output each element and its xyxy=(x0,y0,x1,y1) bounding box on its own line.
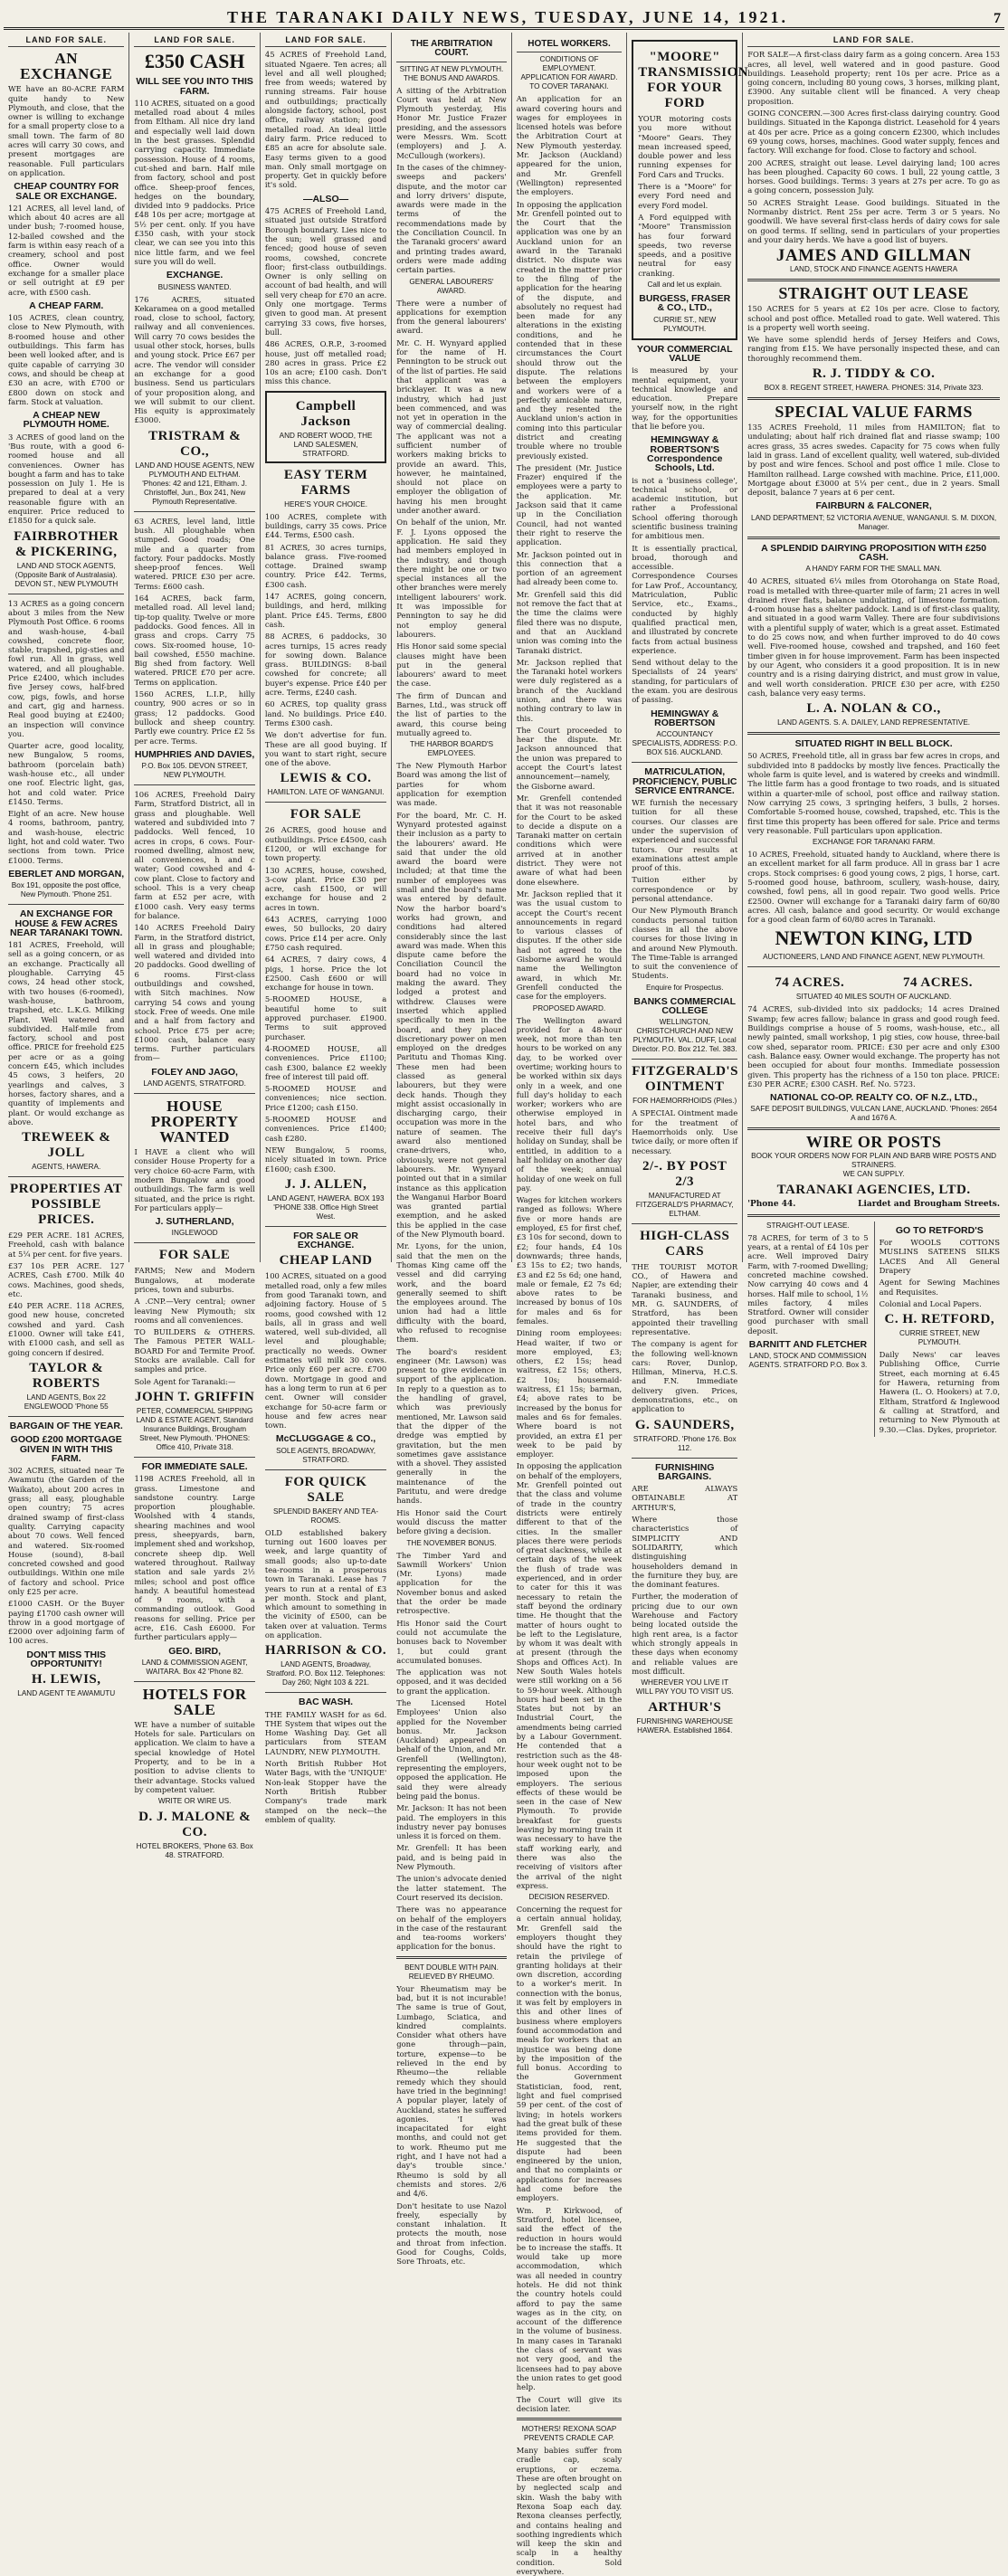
ad-text: 63 ACRES, level land, little bush. All ploughable when stumped. Good roads; One mile and a quarter from factory. Four paddocks. Mostly sheep-proof fences. Well watered. PRICE £30 per acre. Terms: £600 cash. xyxy=(134,516,255,591)
ad-text: Enquire for Prospectus. xyxy=(645,983,724,992)
agent-details: ACCOUNTANCY SPECIALISTS, ADDRESS: P.O. BOX 516. AUCKLAND. xyxy=(632,730,737,757)
agent-name: ARTHUR'S xyxy=(648,1700,722,1716)
masthead xyxy=(4,5,1004,30)
section-header: LAND FOR SALE. xyxy=(134,35,254,47)
column-3 xyxy=(261,33,392,1824)
ad-text: 643 ACRES, carrying 1000 ewes, 50 bullocks, 20 dairy cows. Price £14 per acre. Only £750 cash required. xyxy=(264,915,387,952)
agent-details: HAMILTON. LATE OF WANGANUI. xyxy=(267,788,385,797)
column-6 xyxy=(627,33,749,1735)
ad-heading: 74 ACRES. xyxy=(775,975,845,991)
article-text: The Timber Yard and Sawmill Workers' Union (Mr. Lyons) made application for the November bonus and asked that the order be made retrospective. xyxy=(396,1550,507,1616)
ad-heading: SITUATED RIGHT IN BELL BLOCK. xyxy=(794,738,953,750)
ad-heading: SPECIAL VALUE FARMS xyxy=(775,403,973,422)
agent-details: LAND AGENTS, Box 22 ENGLEWOOD 'Phone 55 xyxy=(24,1393,109,1411)
agent-details: INGLEWOOD xyxy=(171,1229,218,1238)
page-number: 7 xyxy=(994,11,1001,26)
article-text: The board's resident engineer (Mr. Lawson) was present to give evidence in support of the application. In reply to a question as to the handling of gravel, which was previously mentioned, Mr. Lawson said that the dipper of the dredge was emptied by gravitation, but the men sometimes gave assistance with a shovel. They assisted generally in the maintenance of the Paritutu, and were dredge hands. xyxy=(396,1346,507,1506)
ad-subheading: WE CAN SUPPLY. xyxy=(842,1170,905,1179)
ad-text: There is a "Moore" for every Ford need and every Ford model. xyxy=(638,182,732,210)
agent-details: AGENTS, HAWERA. xyxy=(32,1163,101,1172)
ad-text: Where those characteristics of SIMPLICITY AND SOLIDARITY, which distinguishing householders demand in the furniture they buy, are the dominant features. xyxy=(632,1515,738,1590)
agent-name: TREWEEK & JOLL xyxy=(22,1130,111,1161)
ad-text: 106 ACRES, Freehold Dairy Farm, Stratford District, all in grass and ploughable. Well watered and subdivided into 7 paddocks. Well fenced, 10 acres in crops, 6 cows. Four-roomed dwelling, almost new, all conveniences, h and c water; Good cowshed and 4-cow plant. Close to factory and school. This is a very cheap farm at £52 per acre, with £1000 cash. Very easy terms for balance. xyxy=(134,790,255,920)
ad-subheading: GOOD £200 MORTGAGE GIVEN IN WITH THIS FARM. xyxy=(10,1434,122,1464)
ad-text: A SPECIAL Ointment made for the treatment of Haemorrhoids only. Use twice daily, or more often if necessary. xyxy=(632,1108,738,1155)
article-text: Mr. C. H. Wynyard applied for the name of H. Pennington to be struck out of the list of parties. He said that applicant was a bricklayer. It was a new industry, which had just been commenced, and was not yet in operation in the way of commercial dealing. The applicant was not a sufficient number of workers making bricks to provide an award. This, however, he maintained, should not place on employer the obligation of having his men brought under another award. xyxy=(396,337,507,516)
ad-heading: WIRE OR POSTS xyxy=(805,1133,942,1152)
agent-details: LAND AGENT, HAWERA. BOX 193 'PHONE 338. Office High Street West. xyxy=(267,1193,385,1221)
ad-text: 486 ACRES, O.R.P., 3-roomed house, just off metalled road; 280 acres in grass. Price £2 10s an acre; £100 cash. Don't miss this chance. xyxy=(264,339,387,386)
article-text: Mr. Jackson pointed out in this connection that a portion of an agreement had already been come to. xyxy=(516,549,623,587)
article-text: In the cases of the chimney-sweeps and packers' dispute, and the motor car and lorry drivers' dispute, awards were made in the terms of the recommendations made by the Conciliation Council. In the Taranaki grocers' award and printing trades award, orders were made adding certain parties. xyxy=(396,162,507,275)
ad-text: 3 ACRES of good land on the 'Bus route, with a good 6-roomed house and all conveniences. Owner has bought a farm and has to take possession on July 1. He is prepared to deal at a very reasonable figure with an enquirer. Price reduced to £1850 for a quick sale. xyxy=(8,432,125,526)
article-subhead: THE HARBOR BOARD'S EMPLOYEES. xyxy=(409,740,494,758)
ad-subheading: STRAIGHT-OUT LEASE. xyxy=(766,1221,850,1230)
article-text: On behalf of the union, Mr. F. J. Lyons opposed the application. He said they had members employed in the industry, and though there might be one or two special instances all the other branches were merely intelligent labourers' work. It was impossible for Pennington to say he did not employ general labourers. xyxy=(396,518,507,639)
article-text: The New Plymouth Harbor Board was among the list of parties for whom application for exemption was made. xyxy=(396,761,507,808)
section-header: LAND FOR SALE. xyxy=(747,35,1000,47)
agent-name: L. A. NOLAN & CO., xyxy=(806,701,941,717)
ad-heading: MOTHERS! REXONA SOAP PREVENTS CRADLE CAP. xyxy=(521,2425,617,2443)
agent-details: LAND AGENTS, Broadway, Stratford. P.O. Box 112. Telephones: Day 260; Night 103 & 221. xyxy=(266,1660,385,1687)
agent-details: LAND AND HOUSE AGENTS, NEW PLYMOUTH AND ELTHAM. 'Phones: 42 and 121, Eltham. J. Christoffel, Jun., Box 241, New Plymouth Representative. xyxy=(135,461,254,506)
ad-subheading: A HANDY FARM FOR THE SMALL MAN. xyxy=(805,565,942,574)
agent-details: LAND DEPARTMENT; 52 VICTORIA AVENUE, WANGANUI. S. M. DIXON, Manager. xyxy=(751,513,997,531)
agent-name: McCLUGGAGE & CO., xyxy=(275,1433,376,1445)
ad-heading: BAC WASH. xyxy=(299,1697,354,1708)
ad-text: Eight of an acre. New house 4 rooms, bathroom, pantry, and wash-house, electric light, hot and cold water. Two sections from town. Price £1000. Terms. xyxy=(8,809,125,865)
ad-text: FARMS; New and Modern Bungalows, at moderate prices, town and suburbs. xyxy=(134,1266,255,1294)
ad-text: THE FAMILY WASH for as 6d. THE System that wipes out the Home Washing Day. Get all particulars from STEAM LAUNDRY, NEW PLYMOUTH. xyxy=(264,1709,387,1756)
agent-phone: 'Phone 44. xyxy=(747,1200,796,1210)
ad-text: 5-ROOMED HOUSE and conveniences. Price £1400; cash £280. xyxy=(264,1115,387,1143)
article-text: His Honor said the Court would discuss the matter before giving a decision. xyxy=(396,1507,507,1536)
ad-text: 110 ACRES, situated on a good metalled road about 4 miles from Eltham. All nice dry land and especially well laid down in the best grasses. Splendid carrying capacity. Immediate possession. House of 4 rooms, cut-shed and barn. Half mile from factory, school and post office. Sheep-proof fences, hedges on the boundary, divided into 9 paddocks. Price £48 10s per acre; mortgage at 5½ per cent. only. If you have £350 cash, with your stock clear, we can see you into this nice little farm, and we feel sure you will do well. xyxy=(134,98,255,266)
article-text: There were a number of applications for exemption from the general labourers' award. xyxy=(396,298,507,336)
ad-text: Daily News' car leaves Publishing Office, Currie Street, each morning at 6.45 for Hawera, returning from Hawera (L. O. Hookers) at 7.0, Eltham, Stratford & Inglewood & calling at Stratford, and returning to New Plymouth at 9.30.—Clas. Dykes, proprietor. xyxy=(879,1350,1000,1434)
article-text: The Wellington award provided for a 48-hour week, not more than ten hours to be worked on any day, to be worked over overtime; working hours to be worked within six days only in a week, and one full day's holiday to each worker; workers who are otherwise employed in hotel bars, and who receive their full day's holiday on Sunday, shall be entitled, in addition to a half holiday on another day of the week; annual holiday of one week on full pay. xyxy=(516,1015,623,1193)
ad-text: Colonial and Local Papers. xyxy=(879,1298,982,1308)
ad-subheading: FOR HAEMORRHOIDS (Piles.) xyxy=(632,1097,737,1106)
column-2 xyxy=(129,33,260,1860)
article-subhead: TO COVER TARANAKI. xyxy=(529,82,609,91)
article-subhead: THE NOVEMBER BONUS. xyxy=(406,1538,497,1547)
ad-text: 105 ACRES, clean country, close to New Plymouth, with 8-roomed house and other outbuildings. This farm has been well looked after, and is quite capable of carrying 30 cows, and should be cheap at £30 an acre, with £700 or £800 down on stock and farm. Stock at valuation. xyxy=(8,313,125,406)
ad-text: 100 ACRES, complete with buildings, carry 35 cows. Price £44. Terms, £500 cash. xyxy=(264,511,387,540)
article-text: Mr. Lyons, for the union, said that the men on the Thomas King came off the vessel and did carrying work, and the board generally seemed to shift the employees around. The union had had a little difficulty with the board, who refused to recognise them. xyxy=(396,1241,507,1345)
agent-details: PETER, COMMERCIAL SHIPPING LAND & ESTATE AGENT, Standard Insurance Buildings, Brougham Street, New Plymouth. 'PHONES: Office 410, Private 318. xyxy=(136,1406,253,1451)
article-text: For the board, Mr. C. H. Wynyard protested against their inclusion as a party to the labourers' award. He said that under the old award the board were included; at that time the number of employees was small and the board's name was entered by default. Now the harbor board's works had grown, and conditions had altered considerably since the last award was made. When this dispute came before the Conciliation Council the board had no voice in making the award. They lodged a protest and withdrew. Clauses were inserted which applied specifically to men in the board, and they placed discretionary power on men employed on the dredges Paritutu and Thomas King. These men had been classed as general labourers, but they were deck hands. Though they might assist occasionally in discharging cargo, their occupation was more in the nature of seamen. The award also mentioned crane-drivers, who, obviously, were not general labourers. Mr. Wynyard pointed out that in a similar instance as this application the Wanganui Harbor Board was granted partial exemption, and he asked this be applied in the case of the New Plymouth board. xyxy=(396,810,507,1240)
agent-name: TRISTRAM & CO., xyxy=(148,428,242,459)
ad-text: Many babies suffer from cradle cap, scaly eruptions, or eczema. These are often brought on by neglected scalp and skin. Wash the baby with Rexona Soap each day. Rexona cleanses perfectly, and contains healing and soothing ingredients which will keep the skin and scalp in a healthy condition. Sold everywhere. xyxy=(516,2446,623,2576)
ad-price: 2/-. BY POST 2/3 xyxy=(642,1158,727,1189)
agent-details: WELLINGTON, CHRISTCHURCH AND NEW PLYMOUTH. VAL. DUFF, Local Director. P.O. Box 212. Tel. 383. xyxy=(632,1018,737,1054)
agent-details: LAND AGENT TE AWAMUTU xyxy=(17,1689,116,1698)
ad-text: 302 ACRES, situated near Te Awamutu (the Garden of the Waikato), about 200 acres in grass; all easy, ploughable open country; 75 acres drained swamp of first-class quality. Carrying capacity about 70 cows. Well fenced and watered. Six-roomed House (sound), 8-bail concreted cowshed and good outbuildings. Within one mile of factory and school. Price only £25 per acre. xyxy=(8,1466,125,1596)
ad-text: Our New Plymouth Branch conducts personal tuition classes in all the above courses for those living in and around New Plymouth. The Time-Table is arranged to suit the convenience of Students. xyxy=(632,906,738,981)
agent-details: LAND AGENTS. S. A. DAILEY, LAND REPRESENTATIVE. xyxy=(777,718,971,727)
ad-text: FOR SALE—A first-class dairy farm as a going concern. Area 153 acres, all level, well watered and in good pasture. Good buildings. Leasehold property; rent 10s per acre. Price as a going concern, including 80 young cows, 3 horses, milking plant, £3900. Any suitable client will be financed. A very cheap proposition. xyxy=(747,50,1000,106)
agent-name: FAIRBURN & FALCONER, xyxy=(815,500,932,512)
lease-ad xyxy=(747,1221,868,1437)
agent-name: J. J. ALLEN, xyxy=(284,1176,367,1192)
article-text: His Honor said some special clauses might have been put in the general labourers' award to meet the case. xyxy=(396,642,507,689)
ad-text: 100 ACRES, situated on a good metalled road, only a few miles from good Taranaki town, and adjoining factory. House of 5 rooms, good cowshed with 12 bails, all in grass and well watered, well sub-divided, all level and ploughable; practically no weeds. Owner estimates will milk 30 cows. Price only £60 per acre. £700 down. Mortgage in good and has a long term to run at 6 per cent. Owner will consider exchange for 50-acre farm or house and few acres near town. xyxy=(264,1271,387,1431)
ad-text: NEW Bungalow, 5 rooms, nicely situated in town. Price £1600; cash £300. xyxy=(264,1145,387,1174)
ad-subheading: AN EXCHANGE FOR HOUSE & FEW ACRES NEAR TARANAKI TOWN. xyxy=(10,908,123,938)
ad-text: 1198 ACRES Freehold, all in grass. Limestone and sandstone country. Large proportion ploughable. Woolshed with 4 stands, shearing machines and wool press, sheepyards, barn, implement shed and workshop, concrete sheep dip. Well watered throughout. Railway station and sale yards 2½ miles; school and post office handy. A beautiful homestead of 9 rooms, with a commanding outlook. Good reasons for selling. Price per acre, £16. Cash £6000. For further particulars apply— xyxy=(134,1474,255,1642)
article-text: Mr. Jackson: It has not been paid. The employers in this industry never pay bonuses unless it is forced on them. xyxy=(396,1803,507,1841)
ad-subheading: BOOK YOUR ORDERS NOW FOR PLAIN AND BARB WIRE POSTS AND STRAINERS. xyxy=(751,1152,997,1170)
ad-text: WRITE OR WIRE US. xyxy=(157,1797,232,1806)
ad-subheading: EXCHANGE FOR TARANAKI FARM. xyxy=(812,838,936,847)
ad-heading: FITZGERALD'S OINTMENT xyxy=(632,1064,738,1095)
ad-text: 50 ACRES Straight Lease. Good buildings. Situated in the Normanby district. Rent 25s per acre. Term 3 or 5 years. No goodwill. We have several first-class herds of dairy cows for sale on good terms. If selling, send in particulars of your properties and your dairy herds. We have a good list of buyers. xyxy=(747,197,1000,244)
ad-heading: MATRICULATION, PROFICIENCY, PUBLIC SERVICE ENTRANCE. xyxy=(632,766,737,796)
agent-details: HOTEL BROKERS, 'Phone 63. Box 48. STRATFORD. xyxy=(136,1842,253,1860)
ad-text: 164 ACRES, back farm, metalled road. All level land; tip-top quality. Twelve or more paddocks. Good fences. All in grass and crops. Carry 75 cows. Six-roomed house, 10-bail cowshed, £550 machine. Big shed from factory. Well watered. PRICE £70 per acre. Terms on application. xyxy=(134,594,255,687)
ad-heading: PROPERTIES AT POSSIBLE PRICES. xyxy=(9,1182,123,1228)
columns xyxy=(4,33,1004,2576)
article-headline: HOTEL WORKERS. xyxy=(517,40,622,52)
article-subhead: GENERAL LABOURERS' AWARD. xyxy=(409,277,494,295)
ad-text: Send without delay to the Specialists of 24 years' standing, for particulars of the exam. you are desirous of passing. xyxy=(632,658,738,705)
agent-details: AUCTIONEERS, LAND AND FINANCE AGENT, NEW PLYMOUTH. xyxy=(763,953,985,962)
ad-heading: BENT DOUBLE WITH PAIN. xyxy=(404,1963,499,1972)
ad-text: We have some splendid herds of Jersey Heifers and Cows, ranging from £15. We have personally inspected these, and can thoroughly recommend them. xyxy=(747,335,1000,363)
ad-subheading: DON'T MISS THIS OPPORTUNITY! xyxy=(26,1649,107,1670)
agent-name: TARANAKI AGENCIES, LTD. xyxy=(776,1183,971,1198)
ad-text: 176 ACRES, situated Kekaramea on a good metalled road, close to school, factory, railway and all conveniences. Will carry 70 cows besides the usual other stock, horses, bulls and young stock. Price £67 per acre. The vendor will consider an exchange for a good business. Send us particulars of your proposition along, and we will submit to our client. His equity is approximately £3000. xyxy=(134,294,255,425)
agent-details: CURRIE ST., NEW PLYMOUTH. xyxy=(653,315,717,333)
article-text: Wm. P. Kirkwood, of Stratford, hotel licensee, said the effect of the reduction in hours would be to increase the staffs. It would take up more accommodation, which was all needed in country hotels. He did not think the country hotels could afford to pay the same wages as in the city, on account of the difference in the volume of business. In many cases in Taranaki the class of servant was not very good, and the licensees had to pay above the union rates to get good help. xyxy=(516,2205,623,2392)
agent-name: BURGESS, FRASER & CO., LTD., xyxy=(639,293,731,314)
article-text: Concerning the request for a certain annual holiday, Mr. Grenfell said the employers thought they should have the right to retain the privilege of granting holidays at their own discretion, according to a worker's merit. In connection with the bonus, it was felt by employers in this and other lines of business where employers found accommodation and meals for workers that an injustice was being done by the imposition of the full bonus. According to the Government Statistician, food, rent, light and fuel comprised 59 per cent. of the cost of living; in hotels workers had the great bulk of these items provided for them. He suggested that the dispute had been engineered by the union, and that no complaints or applications for increases had come before the employers. xyxy=(516,1905,623,2203)
ad-heading: "MOORE" TRANSMISSION FOR YOUR FORD xyxy=(638,50,749,110)
agent-name: G. SAUNDERS, xyxy=(634,1417,735,1432)
article-text: In opposing the application on behalf of the employers, Mr. Grenfell pointed out that the class and volume of trade in the country districts were entirely different to that of the cities. In the smaller places there were periods of great slackness, while at certain days of the week the flush of trade was experienced, and in order to cater for this it was necessary to retain the staff beyond the ordinary time. He thought that the matter of hours ought to be left to the Legislature, by whom it was dealt with at present (through the Shops and Offices Act). In New South Wales hotels were still working on a 56 to 59-hour week. Although hours had been set in the States but not by an Industrial Court, the amendments being carried by a Labour Government. He contended that a restriction such as the 48-hour week ought not to be imposed upon the employers. The serious effects of these would be seen in the case of New Plymouth. To provide breakfast for guests leaving by morning train it was necessary to have the staff working early, and there was also the receiving of visitors after the arrival of the night express. xyxy=(516,1461,623,1890)
article-subhead: THE BONUS AND AWARDS. xyxy=(403,73,500,82)
ad-text: 40 ACRES, situated 6¼ miles from Otorohanga on State Road, road is metalled with three-quarter mile of farm; 21 acres in well drained river flats, balance undulating, of limestone formation. 4-room house has a shelter paddock. Land is of first-class quality, and situated in a good warm Valley. There are four subdivisions with a plentiful supply of water, which is a great asset. Estimated to do 25 cows now, and when further improved to do 40 cows well. Five-roomed house, cowshed and trapshed, and 160 feet timber given in for house improvement. Farm has been inspected by our Agent, who considers it a good proposition. It is in new country and is a rising dairying district, and must grow in value, and well worth consideration. PRICE £30 per acre, with £250 cash, balance very easy terms. xyxy=(747,576,1000,698)
article-text: In opposing the application Mr. Grenfell pointed out to the Court that the application was one by an Auckland union for an award in the Taranaki district. No dispute was created in the matter prior to the filing of the application for the hearing of the dispute, and absolutely no request had been made for any alterations in the existing conditions, and he contended that in these circumstances the Court should throw out the dispute. The relations between the employers and workers were of a perfectly amicable nature, and they resented the Auckland union's action in coming into this particular district and creating trouble where no trouble previously existed. xyxy=(516,199,623,461)
ad-text: 150 ACRES for 5 years at £2 10s per acre. Close to factory, school and post office. Metalled road to gate. Well watered. This is a property well worth seeing. xyxy=(747,304,1000,332)
ad-text: WHEREVER YOU LIVE IT WILL PAY YOU TO VISIT US. xyxy=(635,1678,734,1697)
article-text: The president (Mr. Justice Frazer) enquired if the employees were a party to the application. Mr. Jackson said that it came up in the Conciliation Council, had not wanted their right to reserve the application. xyxy=(516,462,623,547)
article-text: Mr. Grenfell contended that it was not reasonable for the Court to be asked to decide a dispute on a Taranaki matter on certain conditions which were arrived at in another district. They were not aware of what had been done elsewhere. xyxy=(516,793,623,887)
article-subhead: DECISION RESERVED. xyxy=(528,1893,610,1902)
ad-text: A Ford equipped with "Moore" Transmission has four forward speeds, two reverse speeds, and a positive neutral for easy cranking. xyxy=(638,212,732,278)
agent-name: GEO. BIRD, xyxy=(168,1645,222,1657)
article-text: There was no appearance on behalf of the employers in the case of the restaurant and tea-rooms workers' application for the bonus. xyxy=(396,1905,507,1952)
ad-text: WE furnish the necessary tuition for all these courses. Our classes are under the supervision of experienced and successful tutors. Our results at examinations attest ample proof of this. xyxy=(632,798,738,873)
agent-details: SOLE AGENTS, BROADWAY, STRATFORD. xyxy=(276,1446,376,1464)
ad-heading: BARGAIN OF THE YEAR. xyxy=(9,1420,123,1431)
agent-name: JOHN T. GRIFFIN xyxy=(134,1389,255,1404)
ad-text: Further, the moderation of pricing due to our own Warehouse and Factory being located outside the high rent area, is a factor which strongly appeals in these days when economy and reliable values are most difficult. xyxy=(632,1592,738,1676)
ad-text: 60 ACRES, top quality grass land. No buildings. Price £40. Terms £300 cash. xyxy=(264,699,387,727)
article-text: Mr. Grenfell: It has been paid, and is being paid in New Plymouth. xyxy=(396,1843,507,1872)
article-text: The application was not opposed, and it was decided to grant the application. xyxy=(396,1668,507,1696)
ad-text: The company is agent for the following well-known cars: Rover, Dunlop, Hillman, Minerva, H.C.S. and F.N. Immediate delivery given. Prices, demonstrations, etc., on application to xyxy=(632,1339,738,1414)
ad-text: GOING CONCERN.—300 Acres first-class dairying country. Good buildings. Situated in the Kaponga district. Leasehold for 4 years at 40s per acre. Price as a going concern £2300, which includes 69 young cows, horses, machines. Good water supply, fences and factory. Will exchange for food. Close to factory and school. xyxy=(747,109,1000,156)
ad-text: 5-ROOMED HOUSE and conveniences; nice section. Price £1200; cash £150. xyxy=(264,1084,387,1112)
ad-text: 50 ACRES, Freehold title, all in grass bar few acres in crops, and subdivided into 8 paddocks by mostly live fences. Practically the whole farm is quite level, and is watered by creeks and windmill. The little farm has a good frontage to two roads, and is situated within a quarter-mile of school, post office and railway station. Now carrying 25 cows, 3 springing heifers, 3 bulls, 2 horses. Comfortable 5-roomed house, cowshed, trapshed, etc. This is the first time this property has been offered for sale. Price and terms very reasonable. Full particulars upon application. xyxy=(747,751,1000,835)
ad-heading: FOR QUICK SALE xyxy=(284,1474,367,1505)
article-text: The Court proceeded to hear the dispute. Mr. Jackson announced that the union was prepared to accept the Court's latest announcement—namely, the Gisborne award. xyxy=(516,725,623,791)
ad-text: WE have a number of suitable Hotels for sale. Particulars on application. We claim to have a special knowledge of Hotel Property, and to be in a position to advise clients to their advantage. Stocks valued by competent valuer. xyxy=(134,1719,255,1794)
ad-heading: 74 ACRES. xyxy=(902,975,973,991)
article-text: The firm of Duncan and Barnes, Ltd., was struck off the list of parties to the award, this course being mutually agreed to. xyxy=(396,690,507,737)
ad-text: 74 ACRES, sub-divided into six paddocks; 14 acres Drained Swamp; few acres fallow; balance in grass and good rough feed. Buildings comprise a house of 5 rooms, wash-house, etc., all newly painted, small workshop, 1 pig sties, cow house, three-bail cow shed, separator room. PRICE: £30 per acre and only £300 cash. Balance easy. Owner would exchange. The property has not been occupied for about four months. Immediate possession given. This property has the richness of a 150 ton place. PRICE: £30 PER ACRE; £300 CASH. Ref. No. 5723. xyxy=(747,1004,1001,1088)
agent-name: R. J. TIDDY & CO. xyxy=(812,366,936,382)
agent-name: TAYLOR & ROBERTS xyxy=(29,1360,104,1391)
ad-text: Sole Agent for Taranaki:— xyxy=(134,1376,236,1386)
ad-text: Quarter acre, good locality, new Bungalow, 5 rooms, bathroom (porcelain bath) wash-house etc., all under one roof. Electric light, gas, hot and cold water. Price £1450. Terms. xyxy=(8,741,125,806)
ad-heading: HOTELS FOR SALE xyxy=(142,1685,247,1718)
article-text: The union's advocate denied the latter statement. The Court reserved its decision. xyxy=(396,1874,507,1902)
ad-heading: AN EXCHANGE xyxy=(20,50,113,83)
column-7 xyxy=(743,33,1004,1434)
ad-heading: EASY TERM FARMS xyxy=(283,467,368,498)
article-subhead: PROPOSED AWARD. xyxy=(532,1003,606,1012)
agent-name: HEMINGWAY & ROBERTSON xyxy=(651,708,719,728)
section-header: LAND FOR SALE. xyxy=(265,35,386,47)
agent-details: BOX 8. REGENT STREET, HAWERA. PHONES: 314, Private 323. xyxy=(764,384,984,393)
ad-subheading: EXCHANGE. xyxy=(166,270,223,281)
ad-text: 4-ROOMED HOUSE, all conveniences. Price £1100; cash £300, balance £2 weekly free of interest till paid off. xyxy=(264,1043,387,1081)
article-subhead: APPLICATION FOR AWARD. xyxy=(520,73,618,82)
ad-text: 1560 ACRES, L.I.P., hilly country, 900 acres or so in grass; 12 paddocks. Good bullock and sheep country. Partly ewe country. Price £2 5s per acre. Terms. xyxy=(134,689,255,746)
article-subhead: SITTING AT NEW PLYMOUTH. xyxy=(399,64,504,73)
agent-details: Box 191, opposite the post office, New Plymouth. 'Phone 251. xyxy=(11,881,121,899)
agent-details-row xyxy=(747,1200,1000,1209)
agent-details: LAND & COMMISSION AGENT, WAITARA. Box 42 'Phone 82. xyxy=(141,1658,248,1676)
agent-name: H. LEWIS, xyxy=(31,1672,101,1687)
article-text: Mr. Jackson replied that it was the usual custom to accept the Court's recent announcements in regard to various classes of disputes. If the other side had not agreed to the Gisborne award he would name the Wellington award, in which Mr. Grenfell conducted the case for the employers. xyxy=(516,889,623,1002)
ad-text: £37 10s PER ACRE. 127 ACRES, Cash £700. Milk 40 cows. Machines, good sheds, etc. xyxy=(8,1260,125,1298)
ad-text: Tuition either by correspondence or by personal attendance. xyxy=(632,875,738,904)
ad-text: is measured by your mental equipment, your technical knowledge and education. Prepare yourself now, in the right way, for the opportunities that lie before you. xyxy=(632,366,738,432)
article-text: An application for an award covering hours and wages for employees in licensed hotels was before the Arbitration Court at New Plymouth yesterday. Mr. Jackson (Auckland) appeared for the union, and Mr. Grenfell (Wellington) represented the employers. xyxy=(516,94,623,197)
agent-name: EBERLET AND MORGAN, xyxy=(8,868,125,879)
ad-text: £29 PER ACRE. 181 ACRES, Freehold, cash with balance at 5¼ per cent. for five years. xyxy=(8,1231,125,1259)
agent-details: AND ROBERT WOOD, THE LAND SALESMEN, STRATFORD. xyxy=(279,431,373,458)
ad-subheading: WILL SEE YOU INTO THIS FARM. xyxy=(136,76,253,97)
ad-text: 121 ACRES, all level land, of which about 40 acres are all under bush; 7-roomed house, 12-bailed cowshed and the farm is within easy reach of a creamery, school and post office. Owner would exchange for a smaller place or sell outright at £9 per acre, with £500 cash. xyxy=(8,203,125,297)
ad-text: Don't hesitate to use Nazol freely, especially by constant inhalation. It protects the mouth, nose and throat from infection. Good for Coughs, Colds, Sore Throats, etc. xyxy=(396,2201,507,2267)
ad-text: 45 ACRES of Freehold Land, situated Ngaere. Ten acres; all level and all well ploughed; free from weeds; watered by running streams. Fair house and outbuildings; practically alongside factory, school, post office, railway station; good metalled road. An ideal little dairy farm. Price reduced to £85 an acre for absolute sale. Easy terms given to a good man. Only small mortgage on property. Get in quickly before it's sold. xyxy=(264,50,387,190)
column-5 xyxy=(512,33,627,2576)
ad-text: YOUR motoring costs you more without "Moore" Gears. They mean increased speed, double power and less running expenses for Ford Cars and Trucks. xyxy=(638,114,732,179)
agent-details: CURRIE STREET, NEW PLYMOUTH. xyxy=(899,1329,980,1347)
ad-text: WE have an 80-ACRE FARM quite handy to New Plymouth, and close, that the owner is willing to exchange for a small property close to a small town. The farm of 80 acres will carry 30 cows, and present mortgages are reasonable. Full particulars on application. xyxy=(8,84,125,177)
ad-text: £1000 CASH. Or the Buyer paying £1700 cash owner will throw in a good mortgage of £2000 over adjoining farm of 100 acres. xyxy=(8,1599,125,1646)
ad-text: TO BUILDERS & OTHERS. The Famous PETER WALL-BOARD For and Termite Proof. Stocks are available. Call for samples and price. xyxy=(134,1327,255,1374)
ad-text: 10 ACRES, Freehold, situated handy to Auckland, where there is an excellent market for all farm produce. All in grass bar 1 acre crops. Stock comprises: 6 good young cows, 2 pigs, 1 horse, cart. 5-roomed good house, bathroom, scullery, wash-house, dairy, cowshed, fowl pens, all in good repair. Two good wells. Price £2500. Owner will exchange for a Taranaki dairy farm of 60/80 acres. All cash, balance and good security. Or would exchange for a good clean farm of 60/80 acres in Taranaki. xyxy=(747,850,1000,925)
ad-subheading: BUSINESS WANTED. xyxy=(157,282,232,291)
column-1 xyxy=(4,33,129,1698)
agent-name: JAMES AND GILLMAN xyxy=(775,246,972,266)
ad-subheading: A CHEAP FARM. xyxy=(29,299,104,311)
retford-ad xyxy=(874,1221,1000,1437)
ad-subheading: FOR IMMEDIATE SALE. xyxy=(141,1460,248,1472)
ad-text: OLD established bakery turning out 1600 loaves per week, and large quantity of small goods; also up-to-date tea-rooms in a prosperous town in Taranaki. Lease has 7 years to run at a rental of £3 per month. Stock and plant, which amount to something in the vicinity of £500, can be taken over at valuation. Terms on application. xyxy=(264,1527,387,1640)
ad-heading: FOR SALE xyxy=(290,807,362,822)
ad-text: 26 ACRES, good house and outbuildings. Price £4500, cash £1200, or will exchange for town property. xyxy=(264,825,387,863)
ad-text: 200 ACRES, straight out lease. Level dairying land; 100 acres has been ploughed. Capacity 60 cows. 1 bull, 22 young cattle, 3 horses. Good buildings. Terms: 3 years at 27s per acre. To go as a going concern, possession July. xyxy=(747,157,1000,195)
agent-address: Liardet and Brougham Streets. xyxy=(858,1200,1000,1210)
article-text: The Licensed Hotel Employees' Union also applied for the November bonus. Mr. Jackson (Auckland) appeared on behalf of the Union, and Mr. Grenfell (Wellington), representing the employers, opposed the application. He said they were already being paid the bonus. xyxy=(396,1697,507,1801)
ad-text: 78 ACRES, for term of 3 to 5 years, at a rental of £4 10s per acre. Well improved Dairy Farm, with 7-roomed Dwelling; concreted machine cowshed. Now carrying 40 cows and 4 horses. Half mile to school, 1½ miles factory, 4 miles Stratford. Owner will consider good purchaser with small deposit. xyxy=(747,1232,869,1336)
ad-subheading: A CHEAP NEW PLYMOUTH HOME. xyxy=(23,410,109,431)
ad-heading: £350 CASH xyxy=(144,50,245,73)
agent-name: NATIONAL CO-OP. REALTY CO. OF N.Z., LTD., xyxy=(769,1092,978,1104)
ad-heading: FOR SALE xyxy=(158,1248,231,1263)
ad-text: 64 ACRES, 7 dairy cows, 4 pigs, 1 horse. Price the lot £2500. Cash £600 or will exchange for house in town. xyxy=(264,955,387,993)
agent-details: FURNISHING WAREHOUSE HAWERA. Established 1864. xyxy=(636,1717,734,1735)
column-4 xyxy=(392,33,511,2267)
ad-heading-row xyxy=(747,972,1000,993)
ad-text: Agent for Sewing Machines and Requisites. xyxy=(879,1278,1000,1297)
ad-text: 5-ROOMED HOUSE, a beautiful home to suit approved purchaser. £1900. Terms to suit approved purchaser. xyxy=(264,994,387,1041)
ad-subheading: CHEAP COUNTRY FOR SALE OR EXCHANGE. xyxy=(14,181,119,202)
agent-name: HUMPHRIES AND DAVIES, xyxy=(134,748,255,760)
ad-text: ARE ALWAYS OBTAINABLE AT ARTHUR'S, xyxy=(632,1484,738,1512)
article-subhead: CONDITIONS OF EMPLOYMENT. xyxy=(539,55,599,73)
ad-heading: CHEAP LAND xyxy=(279,1253,373,1269)
masthead-title: THE TARANAKI DAILY NEWS, TUESDAY, JUNE 14, 1921. xyxy=(227,8,788,26)
article-text: Mr. Jackson replied that the Taranaki hotel workers were duly registered as a branch of the Auckland union, and there was nothing contrary to law in this. xyxy=(516,657,623,723)
ad-text: Call and let us explain. xyxy=(647,280,722,290)
ad-text: £40 PER ACRE. 118 ACRES, good new house, concreted cowshed and yard. Cash £1000. Owner will take £41, with £1000 cash, and sell as going concern if desired. xyxy=(8,1301,125,1357)
ad-subheading: HERE'S YOUR CHOICE. xyxy=(284,499,368,509)
agent-name: LEWIS & CO. xyxy=(280,771,372,786)
agent-name: BANKS COMMERCIAL COLLEGE xyxy=(633,995,736,1017)
agent-details: SAFE DEPOSIT BUILDINGS, VULCAN LANE, AUCKLAND. 'Phones: 2654 A and 1676 A. xyxy=(750,1105,997,1123)
bottom-split xyxy=(747,1221,1000,1437)
ad-text: Your Rheumatism may be bad, but it is not incurable! The same is true of Gout, Lumbago, Sciatica, and kindred complaints. Consider what others have gone through—pain, torture, expense—to be relieved in the end by Rheumo—the reliable remedy which they should have tried in the beginning! A popular player, lately of Auckland, states he suffered agonies. 'I was incapacitated for eight months, and could not get to work. Rheumo put me right, and I have not had a day's trouble since.' Rheumo is sold by all chemists and stores. 2/6 and 4/6. xyxy=(396,1983,507,2199)
agent-details: MANUFACTURED AT FITZGERALD'S PHARMACY, ELTHAM. xyxy=(635,1191,734,1218)
agent-name: FOLEY AND JAGO, xyxy=(151,1066,238,1078)
ad-text: 88 ACRES, 6 paddocks, 30 acres turnips, 15 acres ready for sowing down. Balance grass. BUILDINGS: 8-bail cowshed for concrete; all buyer's expense. Price £40 per acre. Terms, £240 cash. xyxy=(264,632,387,698)
section-header: LAND FOR SALE. xyxy=(8,35,124,47)
ad-text: It is essentially practical, broad, thorough and accessible. Correspondence Courses for Law Prof., Accountancy, Matriculation, Public Service, etc., Exams., conducted by highly qualified practical men, and illustrated by concrete facts from actual business experience. xyxy=(632,543,738,655)
ad-text: For WOOLS COTTONS MUSLINS SATEENS SILKS LACES And All General Drapery xyxy=(879,1238,1000,1275)
ad-text: 147 ACRES, going concern, buildings, and herd, milking plant. Price £45. Terms, £800 cash. xyxy=(264,592,387,629)
article-text: His Honor said the Court could not accumulate the bonuses back to November 1, but could grant accumulated bonuses. xyxy=(396,1618,507,1665)
agent-name: FAIRBROTHER & PICKERING, xyxy=(14,528,119,559)
agent-details: LAND AGENTS, STRATFORD. xyxy=(143,1079,246,1088)
article-text: Mr. Grenfell said this did not remove the fact that at the time the claims were filed there was no dispute, and that an Auckland union was coming into the Taranaki district. xyxy=(516,589,623,655)
agent-details: LAND, STOCK AND COMMISSION AGENTS. STRATFORD P.O. Box 3. xyxy=(748,1352,868,1370)
agent-name: HARRISON & CO. xyxy=(265,1643,387,1659)
agent-name: C. H. RETFORD, xyxy=(884,1312,995,1327)
agent-name: Campbell Jackson xyxy=(295,398,357,429)
article-text: A sitting of the Arbitration Court was held at New Plymouth yesterday, His Honor Mr. Justice Frazer presiding, and the assessors were Messrs. Wm. Scott (employers) and J. A. McCullough (workers). xyxy=(396,85,507,160)
ad-text: We don't advertise for fun. These are all good buying. If you want to start right, secure one of the above. xyxy=(264,730,387,768)
ad-heading: A SPLENDID DAIRYING PROPOSITION WITH £250 CASH. xyxy=(761,542,987,563)
ad-text: 140 ACRES Freehold Dairy Farm, in the Stratford district, all in grass and ploughable; well watered and divided into 20 paddocks. Good dwelling of 6 rooms. First-class outbuildings and cowshed, with Sitch machines. Now carrying 54 cows and young stock. Free of weeds. One mile and a half from factory and school. Price £75 per acre; £1000 cash, balance easy terms. Further particulars from— xyxy=(134,923,255,1063)
agent-name: J. SUTHERLAND, xyxy=(155,1216,234,1228)
agent-details: P.O. Box 105. DEVON STREET, NEW PLYMOUTH. xyxy=(141,762,248,780)
article-headline: THE ARBITRATION COURT. xyxy=(396,40,506,62)
ad-text: 81 ACRES, 30 acres turnips, balance grass. Five-roomed cottage. Drained swamp country. Price £42. Terms, £300 cash. xyxy=(264,542,387,589)
ad-text: A .CNP.—Very central; owner leaving New Plymouth; six rooms and all conveniences. xyxy=(134,1297,255,1325)
ad-heading: STRAIGHT OUT LEASE xyxy=(778,284,969,303)
ad-subheading: SPLENDID BAKERY AND TEA-ROOMS. xyxy=(273,1507,379,1525)
ad-text: 13 ACRES as a going concern about 3 miles from the New Plymouth Post Office. 6 rooms and wash-house, 4-bail cowshed, concrete floor, stable, trapshed, pig-sties and fowl run. All in grass, well watered, and all ploughable. Price £2400, which includes five Jersey cows, half-bred cow, pigs, fowls, and horse and cart, gig and harness. Real good buying at £2400; an inspection will convince you. xyxy=(8,598,125,738)
ad-subheading: SITUATED 40 MILES SOUTH OF AUCKLAND. xyxy=(795,993,952,1002)
ad-text: I HAVE a client who will consider House Property for a very choice 60-acre Farm, with modern Bungalow and good outbuildings. The farm is well situated, and the price is right. For particulars apply— xyxy=(134,1147,255,1212)
agent-details: LAND, STOCK AND FINANCE AGENTS HAWERA xyxy=(790,265,958,274)
agent-name: NEWTON KING, LTD xyxy=(775,927,973,950)
article-text: The Court will give its decision later. xyxy=(516,2394,623,2413)
ad-text: is not a 'business college', technical school, or academic institution, but rather a Professional School offering thorough scientific business training for ambitious men. xyxy=(632,475,738,541)
ad-heading: YOUR COMMERCIAL VALUE xyxy=(636,343,733,364)
ad-heading: FURNISHING BARGAINS. xyxy=(655,1461,715,1482)
ad-subheading: FOR SALE OR EXCHANGE. xyxy=(293,1230,358,1251)
ad-heading: GO TO RETFORD'S xyxy=(895,1224,984,1236)
agent-details: STRATFORD. 'Phone 176. Box 112. xyxy=(632,1434,737,1452)
agent-details: LAND AND STOCK AGENTS, (Opposite Bank of Australasia). DEVON ST., NEW PLYMOUTH xyxy=(14,561,119,588)
ad-text: THE TOURIST MOTOR CO., of Hawera and Napier, are extending their Taranaki business, and MR. G. SAUNDERS, of Stratford, has been appointed their travelling representative. xyxy=(632,1261,738,1336)
agent-name: D. J. MALONE & CO. xyxy=(138,1810,252,1840)
ad-text: 475 ACRES of Freehold Land, situated just outside Stratford Borough boundary. Lies nice to the sun; well grassed and fenced; good house of seven rooms, cowshed, concrete floor; first-class outbuildings. Owner is only selling on account of bad health, and will sell very cheap for £70 an acre. Only one mortgage. Terms given to good man. At present carrying 33 cows, five horses, bull. xyxy=(264,206,387,337)
ad-text: 130 ACRES, house, cowshed, 3-cow plant. Price £30 per acre, cash £1500, or will exchange for house and 2 acres in town. xyxy=(264,865,387,912)
ad-text: 135 ACRES Freehold, 11 miles from HAMILTON; flat to undulating; about half rich drained flat and riasse swamp; 100 acres grass, 35 acres swedes. Capacity for 75 cows when fully laid in grass. Land of excellent quality, well watered, sub-divided by post and wire fences. School and post office 1 mile. Close to Hamilton railhead. Large cowshed with machine. Price, £11,000. Mortgage about £3000 at 5¼ per cent., due in 2 years. Small deposit, balance 7 years at 6 per cent. xyxy=(747,423,1000,498)
agent-name: HEMINGWAY & ROBERTSON'S Correspondence Schools, Ltd. xyxy=(647,434,723,474)
ad-heading: HIGH-CLASS CARS xyxy=(640,1228,730,1259)
ad-text: 181 ACRES, Freehold, will sell as a going concern, or as an exchange. Practically all ploughable. Carrying 45 cows, 24 head other stock, with two houses (6-roomed), wash-house, bathroom, trapshed, etc. L.K.G. Milking Plant. Well watered and subdivided. Half-mile from factory, school and post office. PRICE for freehold £25 per acre or as a going concern £45, which includes 45 cows, 3 heifers, 20 yearlings and calves, 3 horses, factory shares, and a quantity of implements and plant. Or would exchange as above. xyxy=(8,940,125,1126)
ad-subheading: —ALSO— xyxy=(302,193,349,204)
ad-text: North British Rubber Hot Water Bags, with the 'UNIQUE' Non-leak Stopper have the North British Rubber Company's trade mark stamped on the neck—the emblem of quality. xyxy=(264,1759,387,1824)
agent-name: BARNITT AND FLETCHER xyxy=(748,1339,868,1351)
ad-subheading: RELIEVED BY RHEUMO. xyxy=(408,1972,495,1981)
article-text: Wages for kitchen workers ranged as follows: Where five or more hands are employed, £5 for first chef, £3 10s for second, down to £2; four hands, £4 10s downwards; three hands, £3 15s to £2; two hands, £3 and £2 5s 6d; one hand, male or female, £2 7s 6d; above rates to be increased by bonus of 10s for males and 6s for females. xyxy=(516,1195,623,1326)
article-text: Dining room employees: Head waiter, if two or more employed, £3; others, £2 15s; head waitress, £2 15s; others, £2 10s; housemaid-waitress, £1 15s; barman, £4; above rates to be increased by the bonus for males and 6s for females. Where board is not provided, an extra £1 per week to be paid by employer. xyxy=(516,1328,623,1459)
ad-heading: HOUSE PROPERTY WANTED xyxy=(150,1098,239,1146)
